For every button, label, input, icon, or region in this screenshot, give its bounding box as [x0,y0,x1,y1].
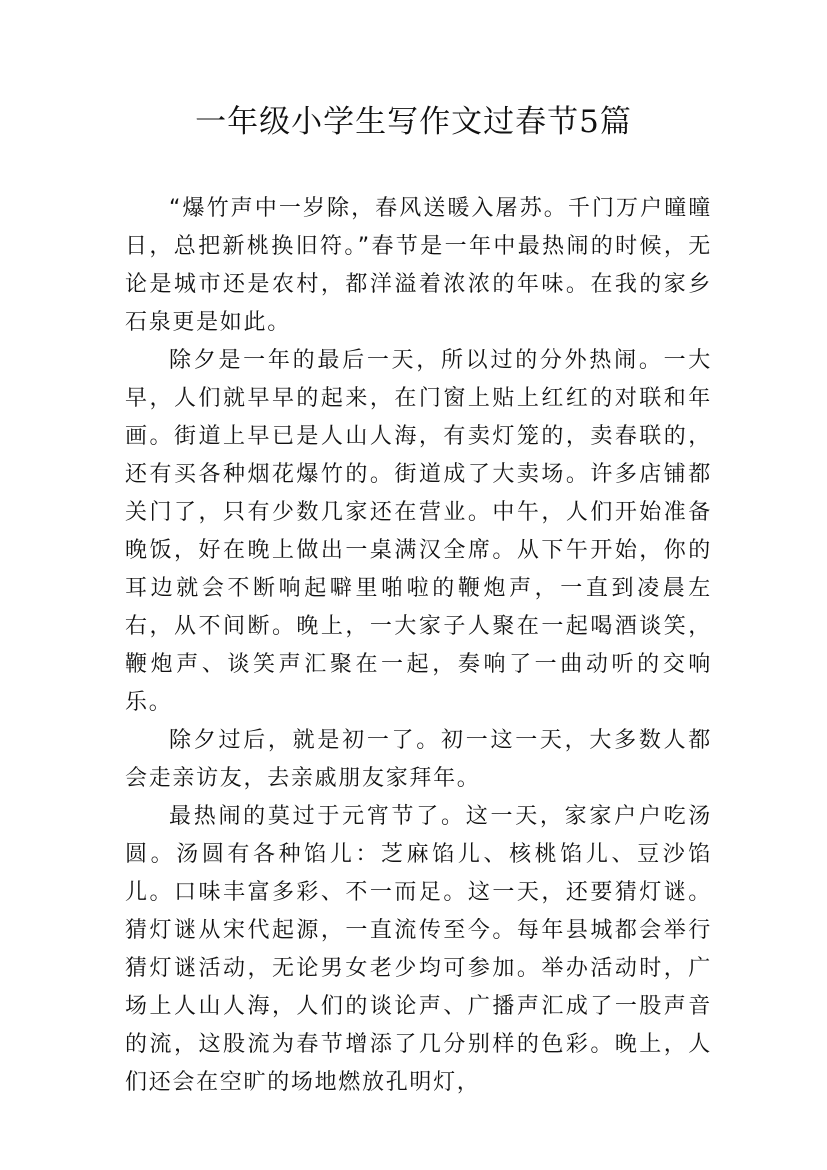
paragraph-4: 最热闹的莫过于元宵节了。这一天，家家户户吃汤圆。汤圆有各种馅儿：芝麻馅儿、核桃馅儿、豆沙馅儿。口味丰富多彩、不一而足。这一天，还要猜灯谜。猜灯谜从宋代起源，一直流传至今。每年县城都会举行猜灯谜活动，无论男女老少均可参加。举办活动时，广场上人山人海，人们的谈论声、广播声汇成了一股声音的流，这股流为春节增添了几分别样的色彩。晚上，人们还会在空旷的场地燃放孔明灯， [125,804,712,1095]
paragraph-3: 除夕过后，就是初一了。初一这一天，大多数人都会走亲访友，去亲戚朋友家拜年。 [125,728,712,791]
document-body [125,190,712,1102]
page-title: 一年级小学生写作文过春节5篇 [195,104,632,140]
paragraph-2: 除夕是一年的最后一天，所以过的分外热闹。一大早，人们就早早的起来，在门窗上贴上红红的对联和年画。街道上早已是人山人海，有卖灯笼的，卖春联的，还有买各种烟花爆竹的。街道成了大卖场。许多店铺都关门了，只有少数几家还在营业。中午，人们开始准备晚饭，好在晚上做出一桌满汉全席。从下午开始，你的耳边就会不断响起噼里啪啦的鞭炮声，一直到凌晨左右，从不间断。晚上，一大家子人聚在一起喝酒谈笑，鞭炮声、谈笑声汇聚在一起，奏响了一曲动听的交响乐。 [125,348,712,715]
paragraph-1: “爆竹声中一岁除，春风送暖入屠苏。千门万户曈曈日，总把新桃换旧符。”春节是一年中最热闹的时候，无论是城市还是农村，都洋溢着浓浓的年味。在我的家乡石泉更是如此。 [125,196,712,335]
